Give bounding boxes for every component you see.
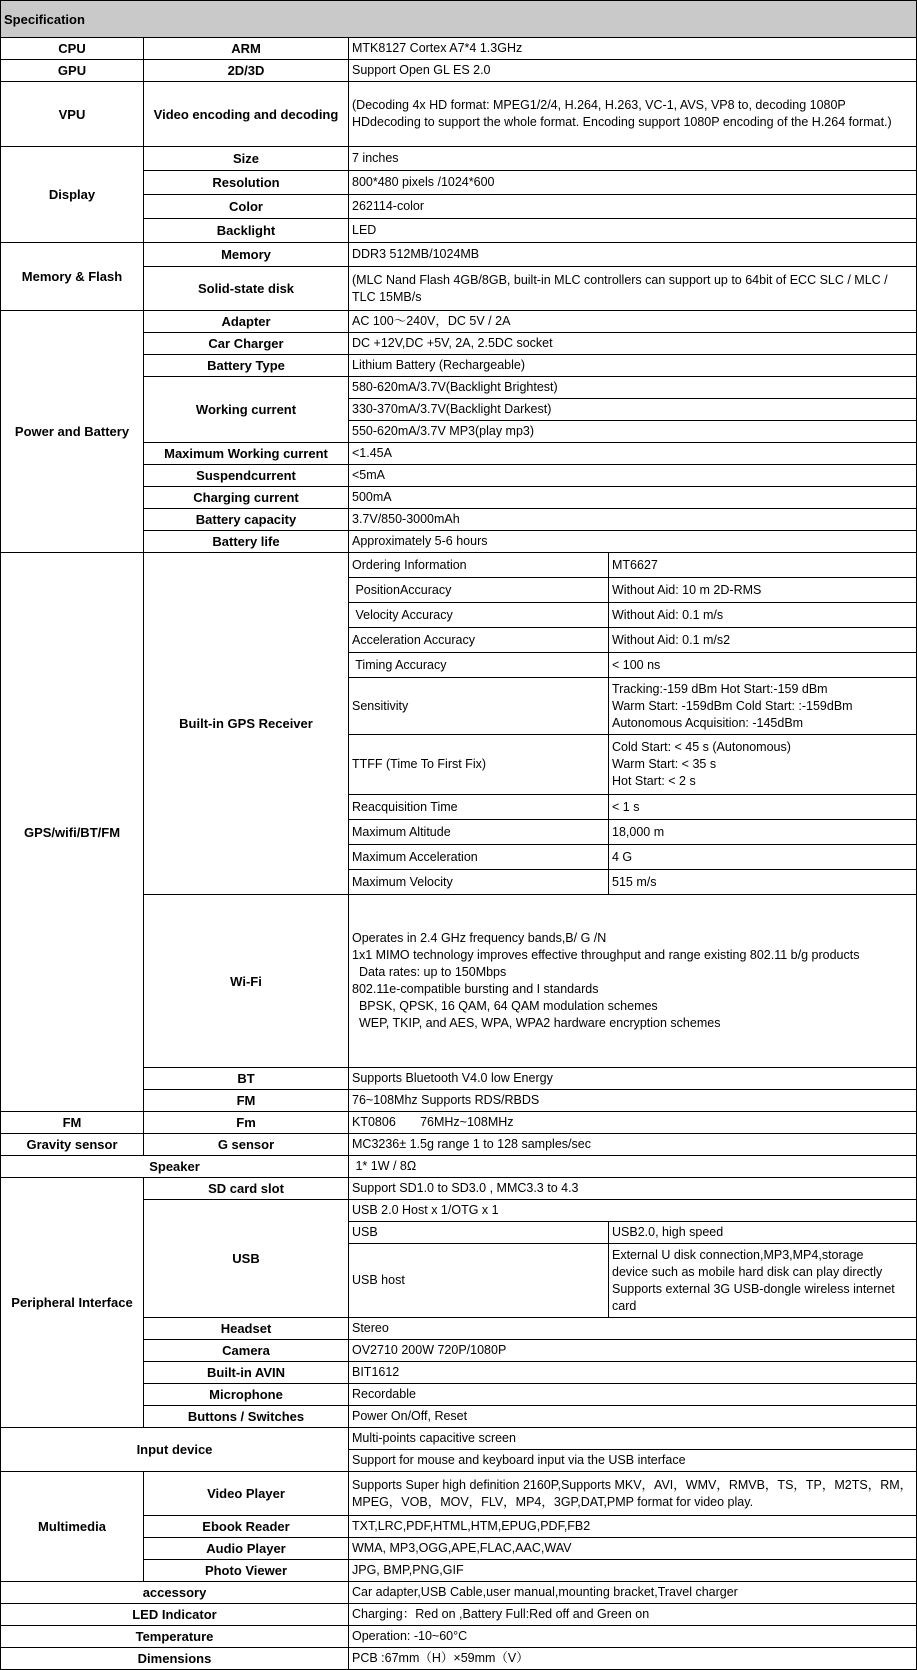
bt-value: Supports Bluetooth V4.0 low Energy [349, 1068, 917, 1090]
wifi-sub: Wi-Fi [144, 895, 349, 1068]
wifi-line: 802.11e-compatible bursting and I standards [352, 982, 599, 996]
wifi-line: 1x1 MIMO technology improves effective throughput and range existing 802.11 b/g products [352, 948, 860, 962]
led-label: LED Indicator [1, 1604, 349, 1626]
working-current-value: 330-370mA/3.7V(Backlight Darkest) [349, 399, 917, 421]
gravity-value: MC3236± 1.5g range 1 to 128 samples/sec [349, 1134, 917, 1156]
memory-label: Memory & Flash [1, 243, 144, 311]
display-value: 800*480 pixels /1024*600 [349, 171, 917, 195]
multimedia-value: TXT,LRC,PDF,HTML,HTM,EPUG,PDF,FB2 [349, 1516, 917, 1538]
power-sub: Battery capacity [144, 509, 349, 531]
gps-key: TTFF (Time To First Fix) [349, 735, 609, 795]
power-sub: Battery life [144, 531, 349, 553]
display-value: LED [349, 219, 917, 243]
power-sub: Suspendcurrent [144, 465, 349, 487]
power-value: AC 100～240V，DC 5V / 2A [349, 311, 917, 333]
usb-host-line: Supports external 3G USB-dongle wireless internet [612, 1281, 895, 1296]
gps-key: Velocity Accuracy [349, 603, 609, 628]
memory-sub: Memory [144, 243, 349, 267]
avin-value: BIT1612 [349, 1362, 917, 1384]
camera-value: OV2710 200W 720P/1080P [349, 1340, 917, 1362]
gps-value: Without Aid: 0.1 m/s [609, 603, 917, 628]
sensitivity-line: Autonomous Acquisition: -145dBm [612, 715, 804, 730]
input-device-label: Input device [1, 1428, 349, 1472]
headset-sub: Headset [144, 1318, 349, 1340]
power-sub: Battery Type [144, 355, 349, 377]
table-header: Specification [1, 1, 917, 38]
power-sub: Maximum Working current [144, 443, 349, 465]
gps-value: 515 m/s [609, 870, 917, 895]
wifi-line: WEP, TKIP, and AES, WPA, WPA2 hardware encryption schemes [352, 1016, 721, 1030]
gps-value: < 1 s [609, 795, 917, 820]
cpu-value: MTK8127 Cortex A7*4 1.3GHz [349, 38, 917, 60]
vpu-sub: Video encoding and decoding [144, 82, 349, 147]
gps-key: Sensitivity [349, 678, 609, 735]
led-value: Charging：Red on ,Battery Full:Red off and Green on [349, 1604, 917, 1626]
speaker-value: 1* 1W / 8Ω [349, 1156, 917, 1178]
vpu-label: VPU [1, 82, 144, 147]
gps-key: Maximum Velocity [349, 870, 609, 895]
fm-value: 76~108Mhz Supports RDS/RBDS [349, 1090, 917, 1112]
power-value: <1.45A [349, 443, 917, 465]
input-device-value: Multi-points capacitive screen [349, 1428, 917, 1450]
accessory-label: accessory [1, 1582, 349, 1604]
display-sub: Backlight [144, 219, 349, 243]
wifi-line: Operates in 2.4 GHz frequency bands,B/ G /N [352, 931, 607, 945]
microphone-sub: Microphone [144, 1384, 349, 1406]
working-current-sub: Working current [144, 377, 349, 443]
gps-value: MT6627 [609, 553, 917, 578]
power-value: Approximately 5-6 hours [349, 531, 917, 553]
display-sub: Resolution [144, 171, 349, 195]
multimedia-sub: Audio Player [144, 1538, 349, 1560]
usb-sub: USB [144, 1200, 349, 1318]
gps-value-multiline [609, 678, 917, 735]
buttons-sub: Buttons / Switches [144, 1406, 349, 1428]
gps-value: 18,000 m [609, 820, 917, 845]
dimensions-value: PCB :67mm（H）×59mm（V） [349, 1648, 917, 1670]
power-value: Lithium Battery (Rechargeable) [349, 355, 917, 377]
fm-sub: FM [144, 1090, 349, 1112]
accessory-value: Car adapter,USB Cable,user manual,mounting bracket,Travel charger [349, 1582, 917, 1604]
gpu-sub: 2D/3D [144, 60, 349, 82]
gpu-label: GPU [1, 60, 144, 82]
temperature-label: Temperature [1, 1626, 349, 1648]
power-value: <5mA [349, 465, 917, 487]
usb-host-line: device such as mobile hard disk can play directly [612, 1264, 883, 1279]
ttff-line: Warm Start: < 35 s [612, 757, 717, 771]
avin-sub: Built-in AVIN [144, 1362, 349, 1384]
power-value: 500mA [349, 487, 917, 509]
ssd-value: (MLC Nand Flash 4GB/8GB, built-in MLC controllers can support up to 64bit of ECC SLC / MLC / TLC 15MB/s [349, 267, 917, 311]
cpu-sub: ARM [144, 38, 349, 60]
gps-key: Timing Accuracy [349, 653, 609, 678]
display-label: Display [1, 147, 144, 243]
wifi-value [349, 895, 917, 1068]
multimedia-value: Supports Super high definition 2160P,Supports MKV，AVI，WMV，RMVB，TS，TP，M2TS，RM，MPEG，VOB，MOV，FLV，MP4，3GP,DAT,PMP format for video play. [349, 1472, 917, 1516]
peripheral-label: Peripheral Interface [1, 1178, 144, 1428]
multimedia-sub: Video Player [144, 1472, 349, 1516]
gravity-sub: G sensor [144, 1134, 349, 1156]
wifi-line: BPSK, QPSK, 16 QAM, 64 QAM modulation schemes [352, 999, 658, 1013]
gps-value: 4 G [609, 845, 917, 870]
gravity-label: Gravity sensor [1, 1134, 144, 1156]
power-value: DC +12V,DC +5V, 2A, 2.5DC socket [349, 333, 917, 355]
display-sub: Color [144, 195, 349, 219]
sensitivity-line: Tracking:-159 dBm Hot Start:-159 dBm [612, 681, 828, 696]
vpu-value: (Decoding 4x HD format: MPEG1/2/4, H.264, H.263, VC-1, AVS, VP8 to, decoding 1080P HDdecoding to support the whole format. Encoding support 1080P encoding of the H.264 format.) [349, 82, 917, 147]
power-sub: Car Charger [144, 333, 349, 355]
memory-value: DDR3 512MB/1024MB [349, 243, 917, 267]
usb-top-value: USB 2.0 Host x 1/OTG x 1 [349, 1200, 917, 1222]
display-value: 262114-color [349, 195, 917, 219]
dimensions-label: Dimensions [1, 1648, 349, 1670]
gpu-value: Support Open GL ES 2.0 [349, 60, 917, 82]
power-sub: Adapter [144, 311, 349, 333]
microphone-value: Recordable [349, 1384, 917, 1406]
multimedia-label: Multimedia [1, 1472, 144, 1582]
usb-value: USB2.0, high speed [609, 1222, 917, 1244]
working-current-value: 580-620mA/3.7V(Backlight Brightest) [349, 377, 917, 399]
gps-key: Maximum Altitude [349, 820, 609, 845]
display-value: 7 inches [349, 147, 917, 171]
gps-group-label: GPS/wifi/BT/FM [1, 553, 144, 1112]
ssd-sub: Solid-state disk [144, 267, 349, 311]
ttff-line: Cold Start: < 45 s (Autonomous) [612, 740, 791, 754]
multimedia-sub: Ebook Reader [144, 1516, 349, 1538]
multimedia-value: JPG, BMP,PNG,GIF [349, 1560, 917, 1582]
gps-key: PositionAccuracy [349, 578, 609, 603]
display-sub: Size [144, 147, 349, 171]
power-sub: Charging current [144, 487, 349, 509]
gps-key: Ordering Information [349, 553, 609, 578]
gps-value: Without Aid: 10 m 2D-RMS [609, 578, 917, 603]
bt-sub: BT [144, 1068, 349, 1090]
fm-label: FM [1, 1112, 144, 1134]
multimedia-value: WMA, MP3,OGG,APE,FLAC,AAC,WAV [349, 1538, 917, 1560]
headset-value: Stereo [349, 1318, 917, 1340]
fm-row-value: KT0806 76MHz~108MHz [349, 1112, 917, 1134]
usb-host-line: External U disk connection,MP3,MP4,storage [612, 1247, 864, 1262]
multimedia-sub: Photo Viewer [144, 1560, 349, 1582]
working-current-value: 550-620mA/3.7V MP3(play mp3) [349, 421, 917, 443]
fm-row-sub: Fm [144, 1112, 349, 1134]
usb-host-value [609, 1244, 917, 1318]
ttff-line: Hot Start: < 2 s [612, 774, 696, 788]
usb-key: USB [349, 1222, 609, 1244]
power-label: Power and Battery [1, 311, 144, 553]
gps-sub: Built-in GPS Receiver [144, 553, 349, 895]
usb-host-line: card [612, 1298, 637, 1313]
gps-value: Without Aid: 0.1 m/s2 [609, 628, 917, 653]
wifi-line: Data rates: up to 150Mbps [352, 965, 507, 979]
gps-value: < 100 ns [609, 653, 917, 678]
sensitivity-line: Warm Start: -159dBm Cold Start: :-159dBm [612, 698, 853, 713]
temperature-value: Operation: -10~60°C [349, 1626, 917, 1648]
input-device-value: Support for mouse and keyboard input via the USB interface [349, 1450, 917, 1472]
speaker-label: Speaker [1, 1156, 349, 1178]
sd-sub: SD card slot [144, 1178, 349, 1200]
camera-sub: Camera [144, 1340, 349, 1362]
gps-key: Acceleration Accuracy [349, 628, 609, 653]
gps-key: Maximum Acceleration [349, 845, 609, 870]
sd-value: Support SD1.0 to SD3.0 , MMC3.3 to 4.3 [349, 1178, 917, 1200]
gps-value-multiline [609, 735, 917, 795]
usb-host-key: USB host [349, 1244, 609, 1318]
buttons-value: Power On/Off, Reset [349, 1406, 917, 1428]
gps-key: Reacquisition Time [349, 795, 609, 820]
cpu-label: CPU [1, 38, 144, 60]
power-value: 3.7V/850-3000mAh [349, 509, 917, 531]
